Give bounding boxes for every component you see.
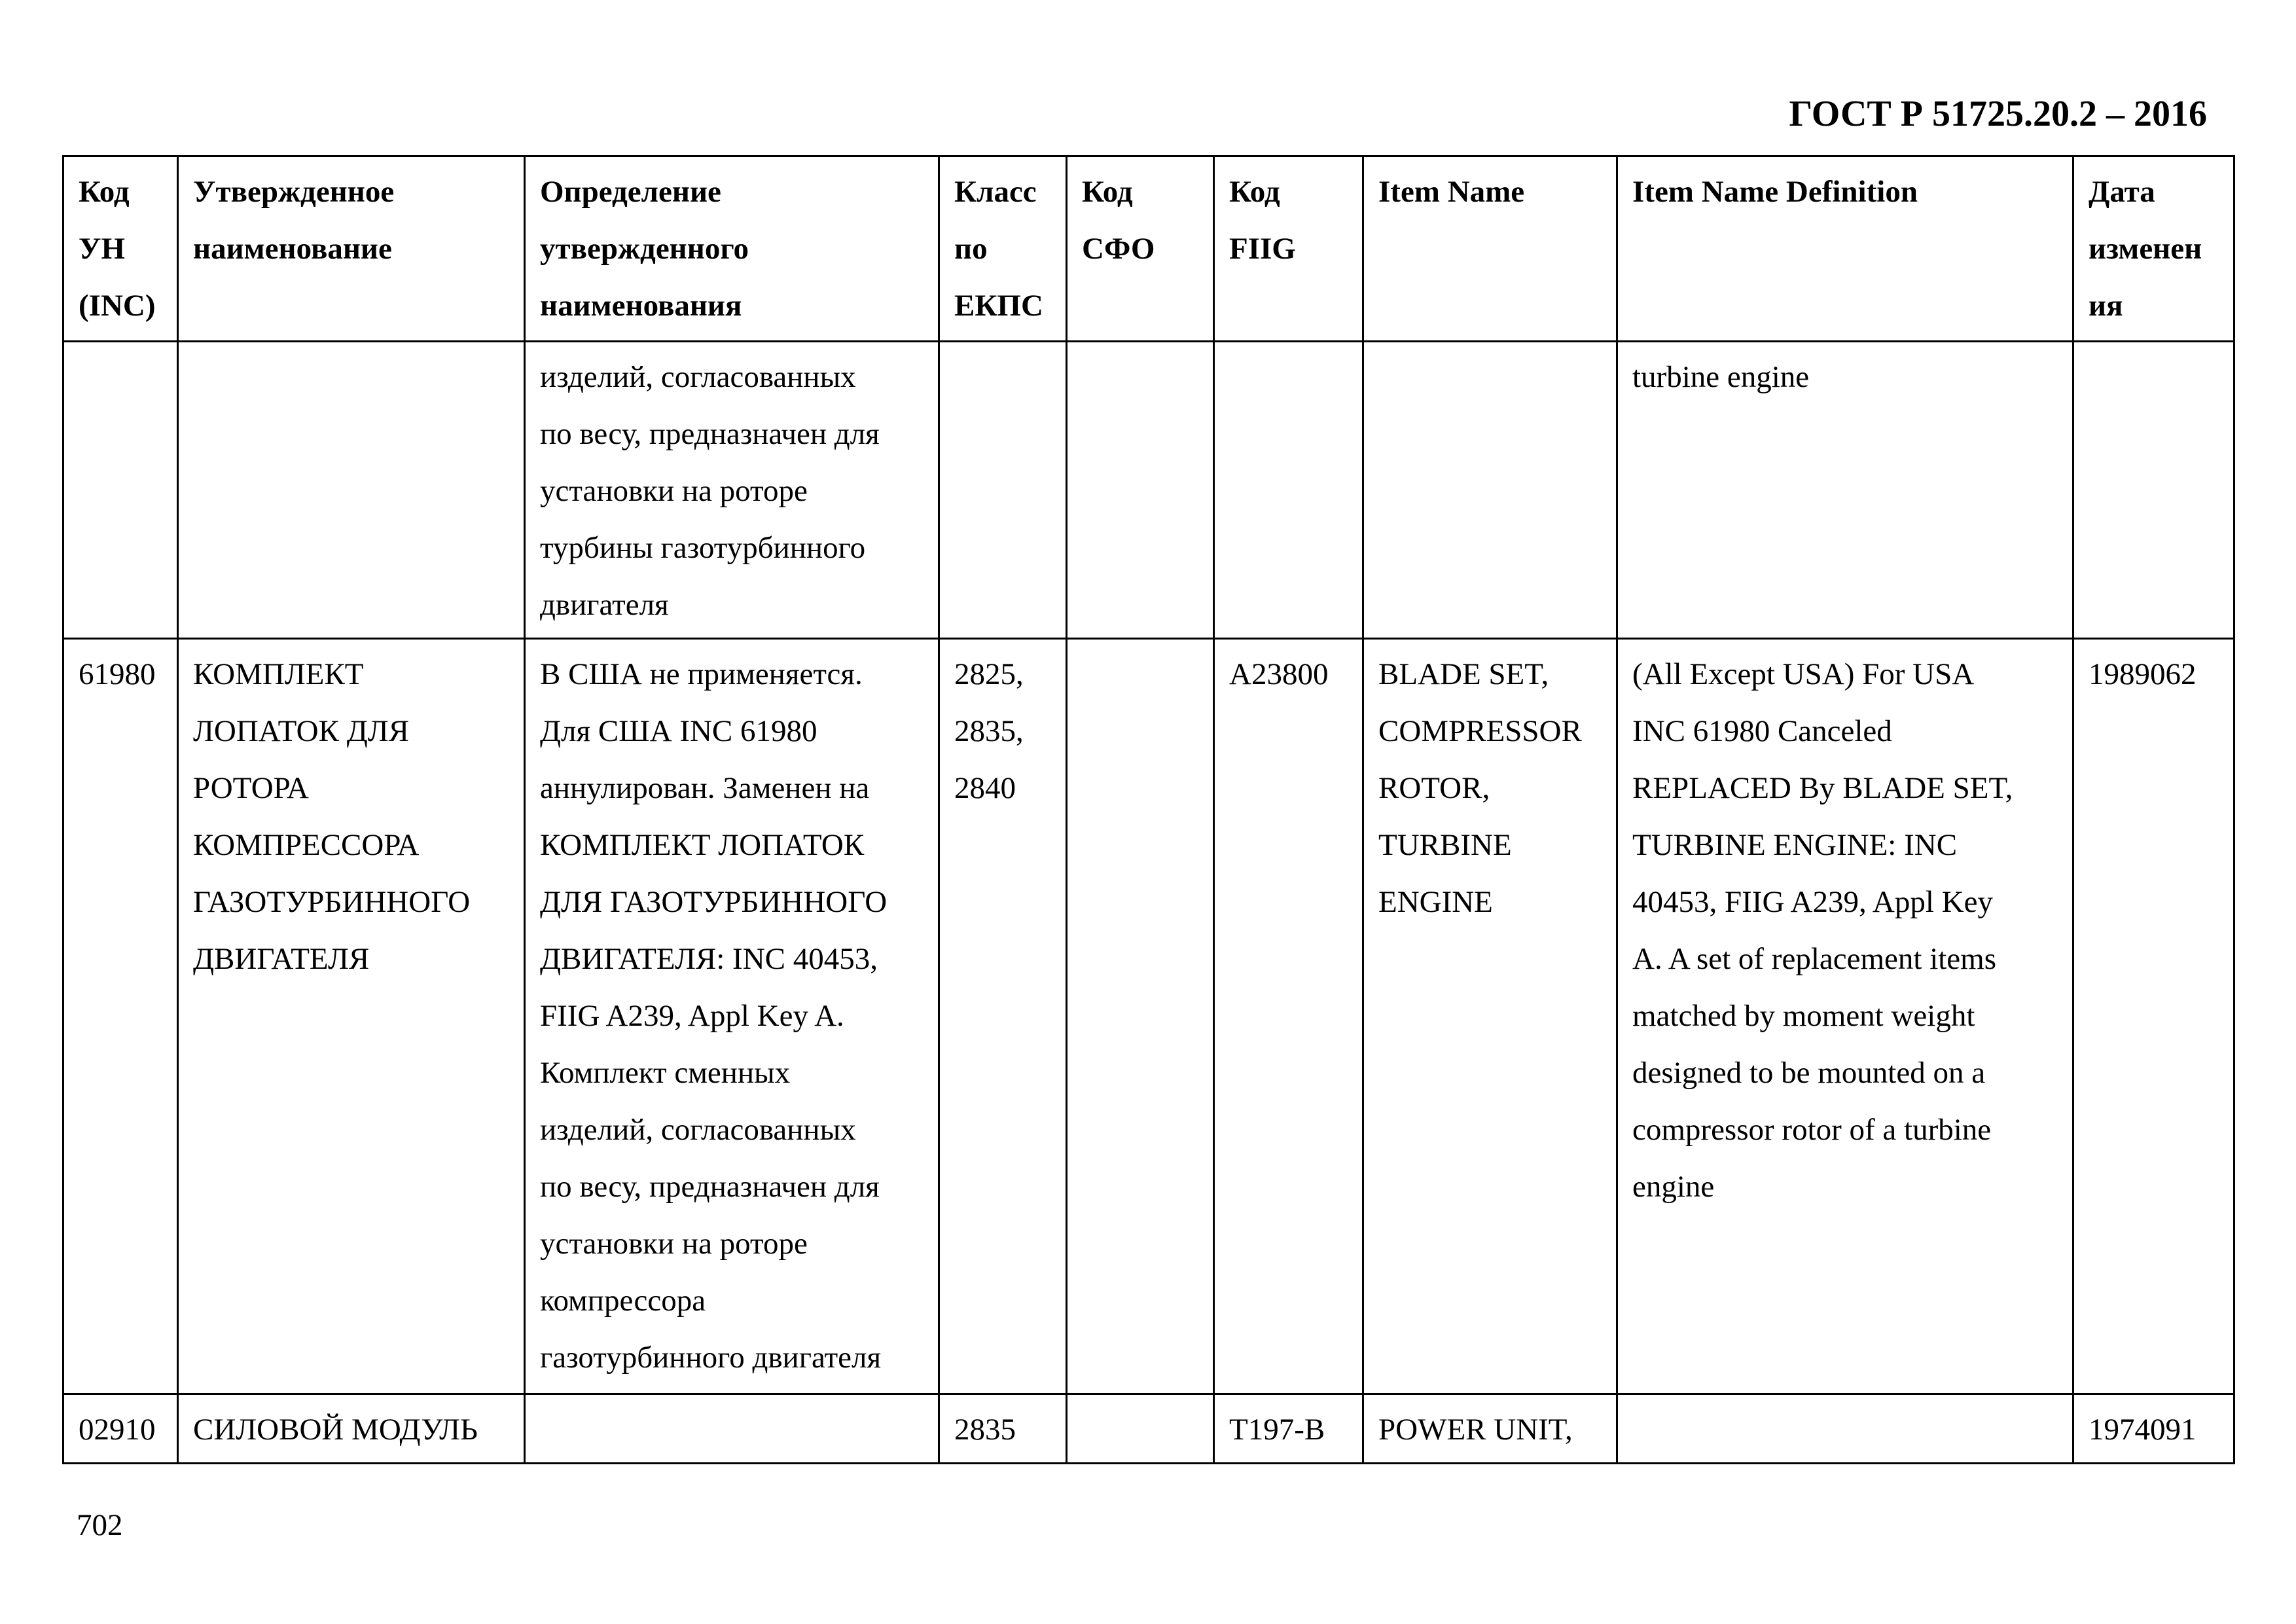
- cell-text-line: ГАЗОТУРБИННОГО: [193, 885, 471, 919]
- header-text-line: Код: [1229, 175, 1280, 209]
- cell-text-line: аннулирован. Заменен на: [540, 771, 870, 805]
- cell-text-line: РОТОРА: [193, 771, 309, 805]
- header-text-line: СФО: [1082, 232, 1155, 266]
- cell-text-line: Для США INC 61980: [540, 714, 817, 748]
- cell-text-line: турбины газотурбинного: [540, 531, 866, 565]
- cell-text-line: 61980: [79, 657, 156, 691]
- cell-name-definition: [525, 342, 939, 639]
- header-approved-name: [178, 156, 525, 342]
- cell-item-name: [1363, 639, 1617, 1394]
- cell-text-line: FIIG A239, Appl Key A.: [540, 999, 844, 1033]
- cell-item-name-definition: [1617, 639, 2073, 1394]
- cell-text-line: TURBINE ENGINE: INC: [1632, 828, 1958, 862]
- header-inc: [63, 156, 178, 342]
- cell-text-line: (All Except USA) For USA: [1632, 657, 1975, 691]
- cell-inc: [63, 1394, 178, 1464]
- header-text-line: ЕКПС: [954, 289, 1043, 323]
- cell-text-line: turbine engine: [1632, 360, 1810, 394]
- cell-text-line: КОМПРЕССОРА: [193, 828, 420, 862]
- cell-text-line: газотурбинного двигателя: [540, 1341, 882, 1375]
- header-text-line: FIIG: [1229, 232, 1296, 266]
- cell-fiig-code: [1214, 639, 1363, 1394]
- header-text-line: утвержденного: [540, 232, 749, 266]
- cell-text-line: двигателя: [540, 588, 669, 622]
- cell-text-line: установки на роторе: [540, 1227, 808, 1261]
- cell-text-line: 1974091: [2089, 1413, 2197, 1447]
- cell-text-line: engine: [1632, 1170, 1715, 1204]
- cell-sfo-code: [1067, 639, 1214, 1394]
- cell-item-name-definition: [1617, 342, 2073, 639]
- cell-text-line: КОМПЛЕКТ ЛОПАТОК: [540, 828, 865, 862]
- cell-text-line: 2835: [954, 1413, 1016, 1447]
- page-number: 702: [77, 1508, 123, 1542]
- cell-name-definition: [525, 639, 939, 1394]
- cell-item-name-definition: [1617, 1394, 2073, 1464]
- table-row: [63, 1394, 2234, 1464]
- cell-text-line: ДВИГАТЕЛЯ: INC 40453,: [540, 942, 878, 976]
- cell-fiig-code: [1214, 342, 1363, 639]
- cell-fiig-code: [1214, 1394, 1363, 1464]
- header-class: [939, 156, 1067, 342]
- cell-text-line: изделий, согласованных: [540, 360, 856, 394]
- cell-text-line: 40453, FIIG A239, Appl Key: [1632, 885, 1993, 919]
- cell-inc: [63, 342, 178, 639]
- cell-sfo-code: [1067, 1394, 1214, 1464]
- cell-text-line: INC 61980 Canceled: [1632, 714, 1892, 748]
- table-row: [63, 639, 2234, 1394]
- cell-text-line: REPLACED By BLADE SET,: [1632, 771, 2013, 805]
- cell-text-line: ROTOR,: [1378, 771, 1490, 805]
- cell-text-line: по весу, предназначен для: [540, 1170, 880, 1204]
- cell-approved-name: [178, 342, 525, 639]
- cell-class: [939, 639, 1067, 1394]
- cell-text-line: 02910: [79, 1413, 156, 1447]
- cell-text-line: A23800: [1229, 657, 1329, 691]
- cell-text-line: ДЛЯ ГАЗОТУРБИННОГО: [540, 885, 888, 919]
- cell-sfo-code: [1067, 342, 1214, 639]
- header-text-line: (INC): [79, 289, 156, 323]
- cell-change-date: [2073, 639, 2234, 1394]
- header-change-date: [2073, 156, 2234, 342]
- cell-class: [939, 342, 1067, 639]
- cell-name-definition: [525, 1394, 939, 1464]
- header-text-line: Утвержденное: [193, 175, 395, 209]
- cell-text-line: СИЛОВОЙ МОДУЛЬ: [193, 1413, 478, 1447]
- header-name-definition: [525, 156, 939, 342]
- cell-approved-name: [178, 639, 525, 1394]
- cell-class: [939, 1394, 1067, 1464]
- table-row: [63, 342, 2234, 639]
- header-item-name: [1363, 156, 1617, 342]
- cell-text-line: matched by moment weight: [1632, 999, 1975, 1033]
- cell-change-date: [2073, 1394, 2234, 1464]
- header-text-line: Дата: [2089, 175, 2155, 209]
- header-text-line: по: [954, 232, 988, 266]
- header-text-line: Класс: [954, 175, 1037, 209]
- cell-text-line: В США не применяется.: [540, 657, 863, 691]
- cell-text-line: КОМПЛЕКТ: [193, 657, 364, 691]
- table-header-row: [63, 156, 2234, 342]
- header-text-line: УН: [79, 232, 126, 266]
- cell-text-line: designed to be mounted on a: [1632, 1056, 1986, 1090]
- cell-text-line: ENGINE: [1378, 885, 1493, 919]
- cell-text-line: 2835,: [954, 714, 1024, 748]
- cell-text-line: ЛОПАТОК ДЛЯ: [193, 714, 409, 748]
- cell-change-date: [2073, 342, 2234, 639]
- cell-text-line: TURBINE: [1378, 828, 1512, 862]
- header-text-line: Определение: [540, 175, 721, 209]
- cell-text-line: установки на роторе: [540, 474, 808, 508]
- cell-text-line: BLADE SET,: [1378, 657, 1549, 691]
- header-fiig-code: [1214, 156, 1363, 342]
- header-text-line: Item Name: [1378, 175, 1525, 209]
- cell-inc: [63, 639, 178, 1394]
- header-text-line: наименования: [540, 289, 742, 323]
- header-text-line: изменен: [2089, 232, 2202, 266]
- cell-item-name: [1363, 342, 1617, 639]
- cell-text-line: компрессора: [540, 1284, 706, 1318]
- cell-text-line: изделий, согласованных: [540, 1113, 856, 1147]
- cell-item-name: [1363, 1394, 1617, 1464]
- cell-text-line: по весу, предназначен для: [540, 417, 880, 451]
- header-item-name-definition: [1617, 156, 2073, 342]
- header-text-line: Код: [79, 175, 130, 209]
- cell-approved-name: [178, 1394, 525, 1464]
- cell-text-line: 1989062: [2089, 657, 2197, 691]
- header-sfo-code: [1067, 156, 1214, 342]
- cell-text-line: T197-B: [1229, 1413, 1325, 1447]
- cell-text-line: Комплект сменных: [540, 1056, 791, 1090]
- header-text-line: Код: [1082, 175, 1133, 209]
- document-header: ГОСТ Р 51725.20.2 – 2016: [1789, 94, 2207, 134]
- cell-text-line: compressor rotor of a turbine: [1632, 1113, 1992, 1147]
- cell-text-line: ДВИГАТЕЛЯ: [193, 942, 370, 976]
- header-text-line: наименование: [193, 232, 392, 266]
- header-text-line: Item Name Definition: [1632, 175, 1918, 209]
- cell-text-line: POWER UNIT,: [1378, 1413, 1573, 1447]
- cell-text-line: 2840: [954, 771, 1016, 805]
- header-text-line: ия: [2089, 289, 2123, 323]
- cell-text-line: COMPRESSOR: [1378, 714, 1582, 748]
- cell-text-line: 2825,: [954, 657, 1024, 691]
- cell-text-line: A. A set of replacement items: [1632, 942, 1997, 976]
- nomenclature-table: [62, 155, 2235, 1464]
